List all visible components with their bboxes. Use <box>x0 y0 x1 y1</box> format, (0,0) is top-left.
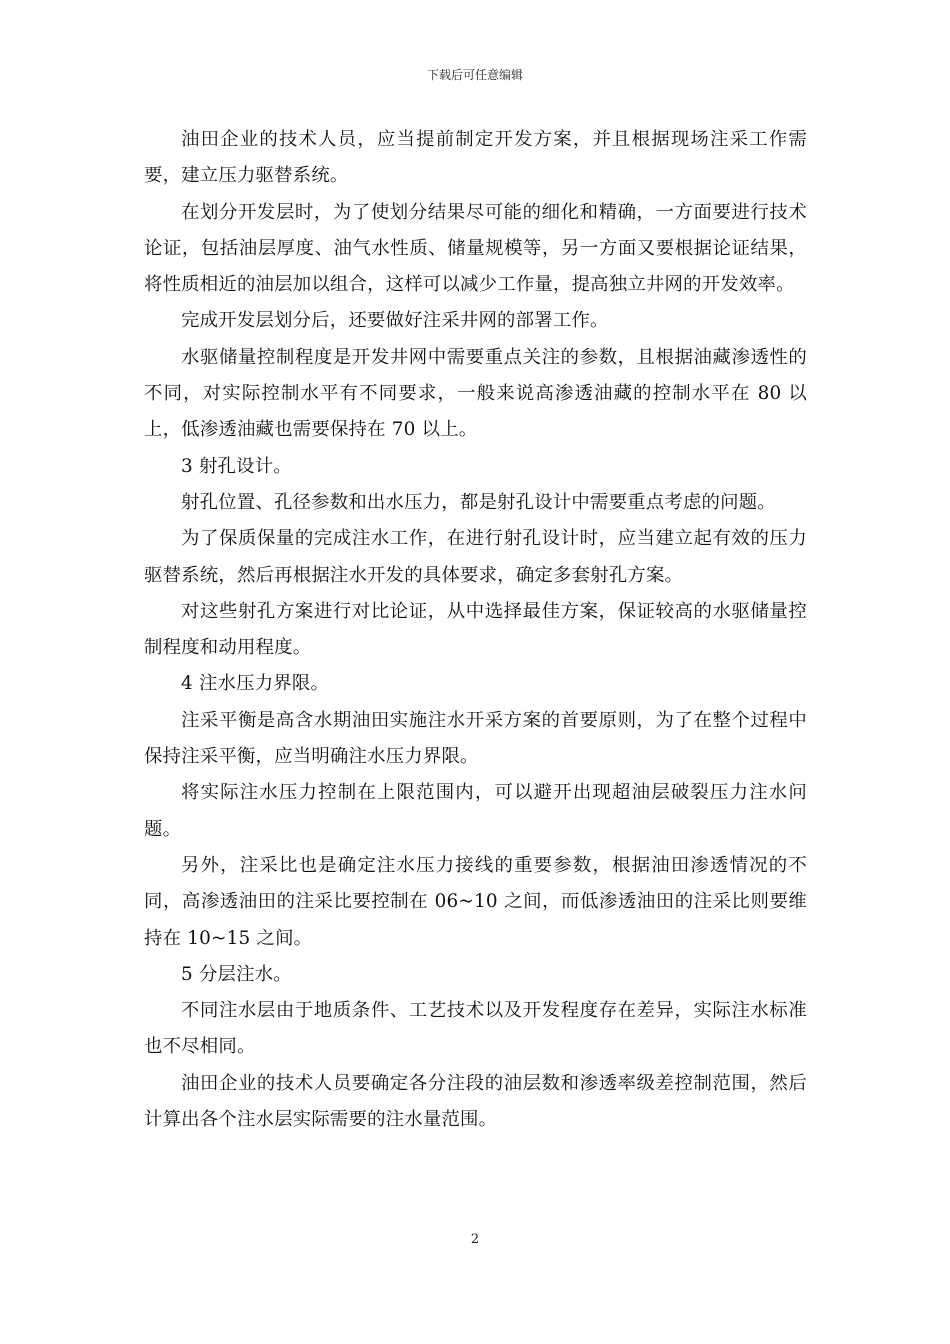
page-number: 2 <box>470 1232 480 1247</box>
paragraph: 将实际注水压力控制在上限范围内，可以避开出现超油层破裂压力注水问题。 <box>144 782 807 840</box>
section-heading: 4 注水压力界限。 <box>181 673 330 695</box>
paragraph: 在划分开发层时，为了使划分结果尽可能的细化和精确，一方面要进行技术论证，包括油层厚度、油气水性质、储量规模等，另一方面又要根据论证结果，将性质相近的油层加以组合，这样可以减少工作量，提高独立井网的开发效率。 <box>144 201 807 296</box>
body-text <box>144 122 807 1138</box>
paragraph: 射孔位置、孔径参数和出水压力，都是射孔设计中需要重点考虑的问题。 <box>181 491 776 513</box>
paragraph: 对这些射孔方案进行对比论证，从中选择最佳方案，保证较高的水驱储量控制程度和动用程度。 <box>144 600 807 659</box>
paragraph: 不同注水层由于地质条件、工艺技术以及开发程度存在差异，实际注水标准也不尽相同。 <box>144 1000 807 1058</box>
section-heading: 5 分层注水。 <box>181 963 292 985</box>
section-heading: 3 射孔设计。 <box>181 455 292 477</box>
paragraph: 油田企业的技术人员要确定各分注段的油层数和渗透率级差控制范围，然后计算出各个注水层实际需要的注水量范围。 <box>144 1072 807 1131</box>
paragraph: 完成开发层划分后，还要做好注采井网的部署工作。 <box>181 310 609 332</box>
paragraph: 水驱储量控制程度是开发井网中需要重点关注的参数，且根据油藏渗透性的不同，对实际控制水平有不同要求，一般来说高渗透油藏的控制水平在 80 以上，低渗透油藏也需要保持在 70 以上。 <box>144 346 807 441</box>
paragraph: 为了保质保量的完成注水工作，在进行射孔设计时，应当建立起有效的压力驱替系统，然后再根据注水开发的具体要求，确定多套射孔方案。 <box>144 528 807 586</box>
paragraph: 油田企业的技术人员，应当提前制定开发方案，并且根据现场注采工作需要，建立压力驱替系统。 <box>144 129 807 187</box>
paragraph: 另外，注采比也是确定注水压力接线的重要参数，根据油田渗透情况的不同，高渗透油田的注采比要控制在 06~10 之间，而低渗透油田的注采比则要维持在 10~15 之间。 <box>144 854 807 949</box>
paragraph: 注采平衡是高含水期油田实施注水开采方案的首要原则，为了在整个过程中保持注采平衡，应当明确注水压力界限。 <box>144 709 807 768</box>
page-header: 下载后可任意编辑 <box>426 68 523 82</box>
